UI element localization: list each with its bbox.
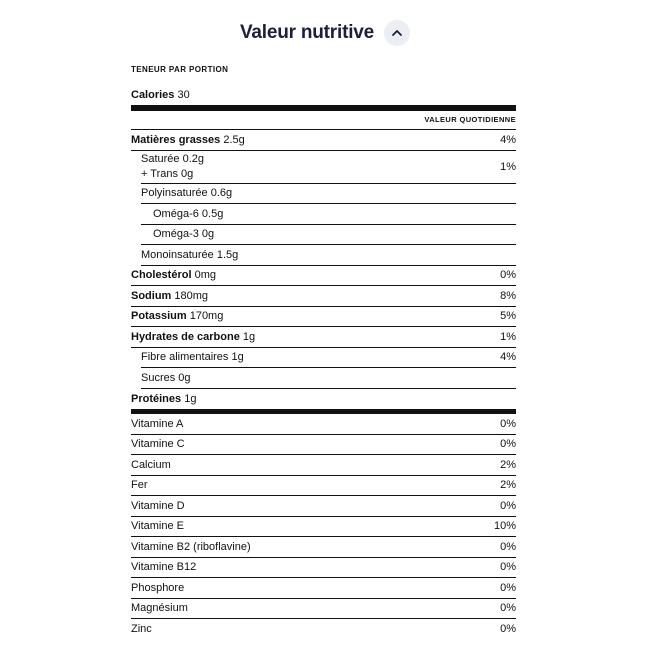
vitamin-label: Calcium xyxy=(131,458,171,471)
nutrient-amount: 1g xyxy=(242,330,256,343)
nutrient-row-protein xyxy=(131,389,516,410)
vitamin-dv: 0% xyxy=(500,417,516,430)
nutrition-header xyxy=(0,18,650,48)
nutrient-label: Sucres 0g xyxy=(141,371,191,384)
chevron-up-icon xyxy=(391,29,403,37)
vitamin-dv: 0% xyxy=(500,499,516,512)
nutrient-label: Hydrates de carbone xyxy=(131,330,240,343)
nutrient-amount: 1g xyxy=(184,392,197,405)
vitamin-row xyxy=(131,414,516,435)
vitamin-dv: 0% xyxy=(500,602,516,615)
nutrient-label-secondary: + Trans 0g xyxy=(141,167,194,180)
vitamin-row xyxy=(131,537,516,558)
vitamin-label: Vitamine E xyxy=(131,520,184,533)
nutrition-facts-panel xyxy=(131,64,516,640)
nutrient-label: Oméga-6 0.5g xyxy=(153,207,224,220)
calories-label: Calories xyxy=(131,89,175,101)
vitamin-row xyxy=(131,599,516,620)
nutrient-row-saturated-trans xyxy=(141,151,516,184)
collapse-button[interactable] xyxy=(384,20,410,46)
nutrient-dv: 0% xyxy=(500,269,516,282)
vitamin-row xyxy=(131,496,516,517)
calories-value: 30 xyxy=(177,89,190,101)
page-title: Valeur nutritive xyxy=(239,22,375,43)
vitamin-label: Phosphore xyxy=(131,581,185,594)
calories-row xyxy=(131,88,516,105)
vitamin-row xyxy=(131,455,516,476)
vitamin-row xyxy=(131,619,516,640)
nutrient-row-carbohydrates xyxy=(131,327,516,348)
nutrient-label: Protéines xyxy=(131,392,182,405)
vitamin-label: Vitamine D xyxy=(131,499,185,512)
vitamin-row xyxy=(131,558,516,579)
nutrient-row-sugars xyxy=(141,368,516,389)
nutrient-amount: 0mg xyxy=(194,269,216,282)
nutrient-label: Saturée 0.2g xyxy=(141,152,204,165)
vitamin-label: Vitamine B12 xyxy=(131,561,197,574)
nutrient-dv: 5% xyxy=(500,310,516,323)
nutrient-row-omega6 xyxy=(141,204,516,225)
nutrient-row-fibre xyxy=(141,348,516,369)
vitamin-label: Vitamine A xyxy=(131,417,184,430)
vitamin-dv: 0% xyxy=(500,581,516,594)
vitamin-label: Magnésium xyxy=(131,602,188,615)
nutrient-row-fat xyxy=(131,130,516,151)
nutrient-row-monounsaturated xyxy=(141,245,516,266)
vitamin-dv: 0% xyxy=(500,438,516,451)
vitamin-label: Vitamine B2 (riboflavine) xyxy=(131,540,251,553)
nutrient-row-cholesterol xyxy=(131,266,516,287)
vitamin-row xyxy=(131,517,516,538)
nutrient-amount: 170mg xyxy=(189,310,224,323)
vitamin-dv: 0% xyxy=(500,623,516,636)
nutrient-label: Sodium xyxy=(131,289,172,302)
nutrient-amount: 180mg xyxy=(174,289,209,302)
nutrient-dv: 1% xyxy=(500,330,516,343)
nutrient-row-sodium xyxy=(131,286,516,307)
vitamin-row xyxy=(131,435,516,456)
vitamin-dv: 0% xyxy=(500,540,516,553)
nutrient-label: Cholestérol xyxy=(131,269,192,282)
serving-label: TENEUR PAR PORTION xyxy=(131,65,229,74)
nutrient-label: Potassium xyxy=(131,310,187,323)
nutrient-amount: 2.5g xyxy=(223,133,245,146)
vitamin-label: Fer xyxy=(131,479,148,492)
nutrient-label: Polyinsaturée 0.6g xyxy=(141,187,233,200)
vitamin-dv: 2% xyxy=(500,479,516,492)
nutrient-row-polyunsaturated xyxy=(141,184,516,205)
vitamin-label: Vitamine C xyxy=(131,438,185,451)
vitamin-row xyxy=(131,578,516,599)
vitamin-label: Zinc xyxy=(131,623,152,636)
nutrient-label: Oméga-3 0g xyxy=(153,228,215,241)
nutrient-row-omega3 xyxy=(141,225,516,246)
vitamin-dv: 10% xyxy=(493,520,516,533)
vitamin-dv: 0% xyxy=(500,561,516,574)
nutrient-label: Monoinsaturée 1.5g xyxy=(141,248,239,261)
vitamin-list xyxy=(131,414,516,640)
nutrient-dv: 1% xyxy=(500,160,516,173)
nutrient-dv: 4% xyxy=(500,133,516,146)
vitamin-row xyxy=(131,476,516,497)
nutrient-dv: 8% xyxy=(500,289,516,302)
nutrient-label: Fibre alimentaires 1g xyxy=(141,351,244,364)
vitamin-dv: 2% xyxy=(500,458,516,471)
nutrient-row-potassium xyxy=(131,307,516,328)
nutrient-dv: 4% xyxy=(500,351,516,364)
daily-value-header: VALEUR QUOTIDIENNE xyxy=(131,111,516,130)
nutrient-label: Matières grasses xyxy=(131,133,221,146)
